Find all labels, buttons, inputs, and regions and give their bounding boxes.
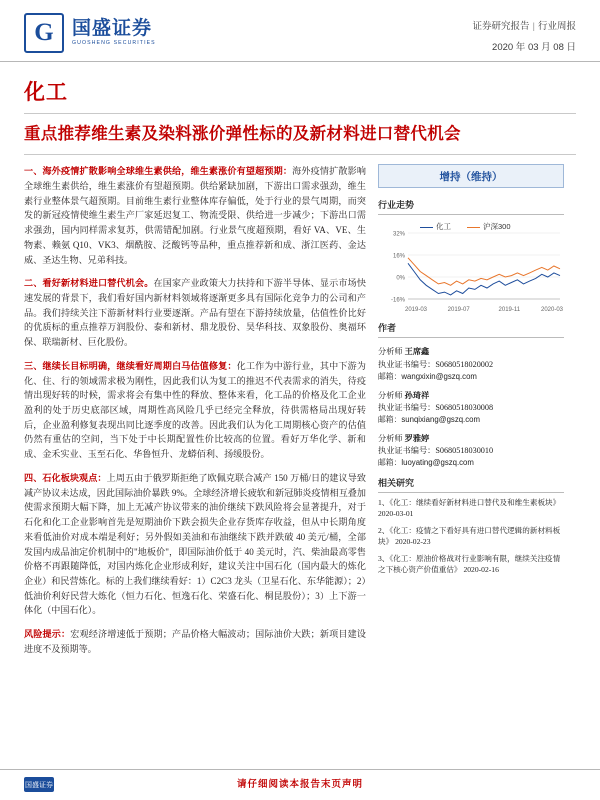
analyst-entry (378, 433, 564, 469)
related-research-list (378, 497, 564, 575)
logo-text (72, 19, 156, 46)
svg-text:2019-07: 2019-07 (447, 307, 470, 314)
analyst-cert: 执业证书编号：S0680518020002 (378, 359, 494, 369)
related-research-title: 3、《化工：原油价格战对行业影响有限，继续关注疫情之下核心资产价值重估》 (378, 554, 561, 575)
brand-logo (24, 13, 156, 53)
report-date: 2020 年 03 月 08 日 (492, 42, 576, 53)
analyst-name: 罗雅婷 (404, 433, 430, 443)
rating-badge: 增持（维持） (378, 164, 564, 188)
analyst-entry (378, 390, 564, 426)
related-research-date: 2020-02-23 (395, 537, 431, 547)
footer-disclaimer: 请仔细阅读本报告末页声明 (236, 780, 363, 790)
logo-company-pinyin: GUOSHENG SECURITIES (72, 40, 156, 47)
section-body: 上周五由于俄罗斯拒绝了欧佩克联合减产 150 万桶/日的建议导致减产协议未达成，因此国际油价暴跌 9%。全球经济增长疲软和新冠肺炎疫情相互叠加使需求预期大幅下降，加上无减产协议带来的油价继续下跌风险将会显著提升，对于石化和化工企业影响首先是短期油价下跌会损失企业存货库存收益，但从中长期角度来看低油价对成本端是利好；另外假如美油和布油继续下跌并跌破 40 美元/桶，全部发国内成品油定价机制中的"地板价"，即国际油价低于 40 美元时，汽、柴油最高零售价格不再跟随降低，对国内炼化企业形成利好，建议关注中国石化（国内最大的炼化企业）和民营炼化。标的上我们继续看好：1）C2C3 龙头（卫星石化、东华能源）；2）低油价利好民营大炼化（恒力石化、恒逸石化、荣盛石化、桐昆股份）；3）上下游一体化（中国石化）。 (24, 472, 366, 616)
svg-text:16%: 16% (392, 253, 405, 260)
legend-item-0: 化工 (420, 221, 451, 232)
section-paragraph (24, 359, 366, 462)
title-divider-bottom (24, 154, 576, 155)
related-research-title: 1、《化工：继续看好新材料进口替代及和维生素板块》 (378, 498, 561, 508)
svg-text:2019-11: 2019-11 (498, 307, 521, 314)
risk-paragraph (24, 627, 366, 656)
related-research-item[interactable] (378, 553, 564, 575)
header-meta (473, 18, 577, 53)
page-header (0, 0, 600, 62)
industry-name: 化工 (24, 80, 68, 104)
analyst-role: 分析师 (378, 433, 403, 443)
analyst-role: 分析师 (378, 347, 403, 357)
article-column (24, 164, 366, 665)
risk-lead: 风险提示： (24, 629, 71, 640)
svg-text:2019-03: 2019-03 (404, 307, 428, 314)
related-research-item[interactable] (378, 525, 564, 547)
section-paragraph (24, 164, 366, 267)
svg-text:0%: 0% (396, 275, 405, 282)
section-lead: 一、海外疫情扩散影响全球维生素供给，维生素涨价有望超预期： (24, 166, 293, 177)
title-divider-top (24, 113, 576, 114)
related-research-title: 2、《化工：疫情之下看好具有进口替代逻辑的新材料板块》 (378, 526, 561, 547)
section-body: 化工作为中游行业，其中下游为化、住、行的领域需求极为刚性，因此我们认为复工的推迟不代表需求的消失，待疫情出现好转的时候，需求将会有集中性的释放、整体来看，化工品的价格及化工企业盈利的处于历史底部区域，周期性高风险几乎已经完全释放，待供需格局出现好转后，企业盈利修复表现出同比逐季度的改善。因此我们认为化工周期核心资产的估值仍然有重估的空间，当下处于中长期配置性价比较高的位置。看好万华化学、新和成、金禾实业、玉至石化、华鲁恒升、龙蟒佰利、扬缓股份。 (24, 360, 366, 460)
risk-body: 宏观经济增速低于预期；产品价格大幅波动；国际油价大跌；新项目建设进度不及预期等。 (24, 629, 366, 654)
analyst-role-name (378, 390, 564, 402)
analyst-role-name (378, 346, 564, 358)
analyst-role-name (378, 433, 564, 445)
logo-mark-icon: G (24, 13, 64, 53)
author-section-header: 作者 (378, 321, 564, 338)
related-research-date: 2020-03-01 (378, 509, 414, 519)
header-separator: | (532, 21, 535, 32)
section-lead: 二、看好新材料进口替代机会。 (24, 278, 154, 289)
footer-logo: 国盛证券 (24, 777, 54, 792)
page-title: 重点推荐维生素及染料涨价弹性标的及新材料进口替代机会 (24, 124, 461, 143)
trend-svg (378, 219, 564, 315)
sidebar (378, 164, 564, 665)
section-paragraph (24, 276, 366, 350)
chart-legend (420, 221, 511, 232)
trend-section-header: 行业走势 (378, 198, 564, 215)
body-content (24, 164, 576, 665)
section-body: 海外疫情扩散影响全球维生素供给，维生素涨价有望超预期。供给紧缺加剧，下游出口需求强劲，维生素行业整体景气超预期。目前维生素行业整体库存偏低，处于行业的景气周期，而突发的新冠疫情使维生素生产厂家延迟复工、物流受限、供给进一步减少；下游出口需求强劲，国内同样需求复苏，供需错配加剧。行业景气度超预期，看好 VA、VE、生物素、赖氨 Q10、VK3、烟酰胺、泛酸钙等品种，重点推荐新和成、浙江医药、金达威、圣达生物、兄弟科技。 (24, 166, 366, 265)
analyst-name: 王席鑫 (404, 347, 430, 357)
analyst-name: 孙琦祥 (404, 390, 430, 400)
analyst-list (378, 346, 564, 469)
legend-item-1: 沪深300 (467, 221, 511, 232)
section-lead: 三、继续长目标明确，继续看好周期白马估值修复： (24, 360, 237, 371)
section-lead: 四、石化板块观点： (24, 472, 107, 483)
analyst-cert: 执业证书编号：S0680518030010 (378, 446, 494, 456)
analyst-email: 邮箱：luoyating@gszq.com (378, 458, 474, 468)
svg-text:2020-03: 2020-03 (540, 307, 564, 314)
report-kind-label: 行业周报 (537, 21, 576, 32)
analyst-email: 邮箱：sunqixiang@gszq.com (378, 415, 480, 425)
analyst-cert: 执业证书编号：S0680518030008 (378, 402, 494, 412)
industry-trend-chart (378, 219, 564, 315)
svg-text:32%: 32% (392, 231, 405, 238)
report-type-label: 证券研究报告 (472, 21, 530, 32)
page-footer (0, 769, 600, 800)
analyst-entry (378, 346, 564, 382)
svg-text:-16%: -16% (390, 297, 405, 304)
analyst-role: 分析师 (378, 390, 403, 400)
section-paragraph (24, 471, 366, 618)
related-research-item[interactable] (378, 497, 564, 519)
section-body: 在国家产业政策大力扶持和下游半导体、显示市场快速发展的背景下，我们看好国内新材料领域将逐渐更多具有国际化竞争力的公司和产品。我们持续关注下游新材料行业要逐渐。产品有望在下游持续放量，估值性价比好的优质标的重点推荐万润股份、泰和新材、鼎龙股份、昊华科技、双象股份、奥福环保、联瑞新材、巨化股份。 (24, 278, 366, 348)
logo-company-name: 国盛证券 (72, 18, 153, 40)
header-report-line (473, 18, 577, 32)
analyst-email: 邮箱：wangxixin@gszq.com (378, 371, 477, 381)
related-section-header: 相关研究 (378, 476, 564, 493)
related-research-date: 2020-02-16 (463, 565, 499, 575)
